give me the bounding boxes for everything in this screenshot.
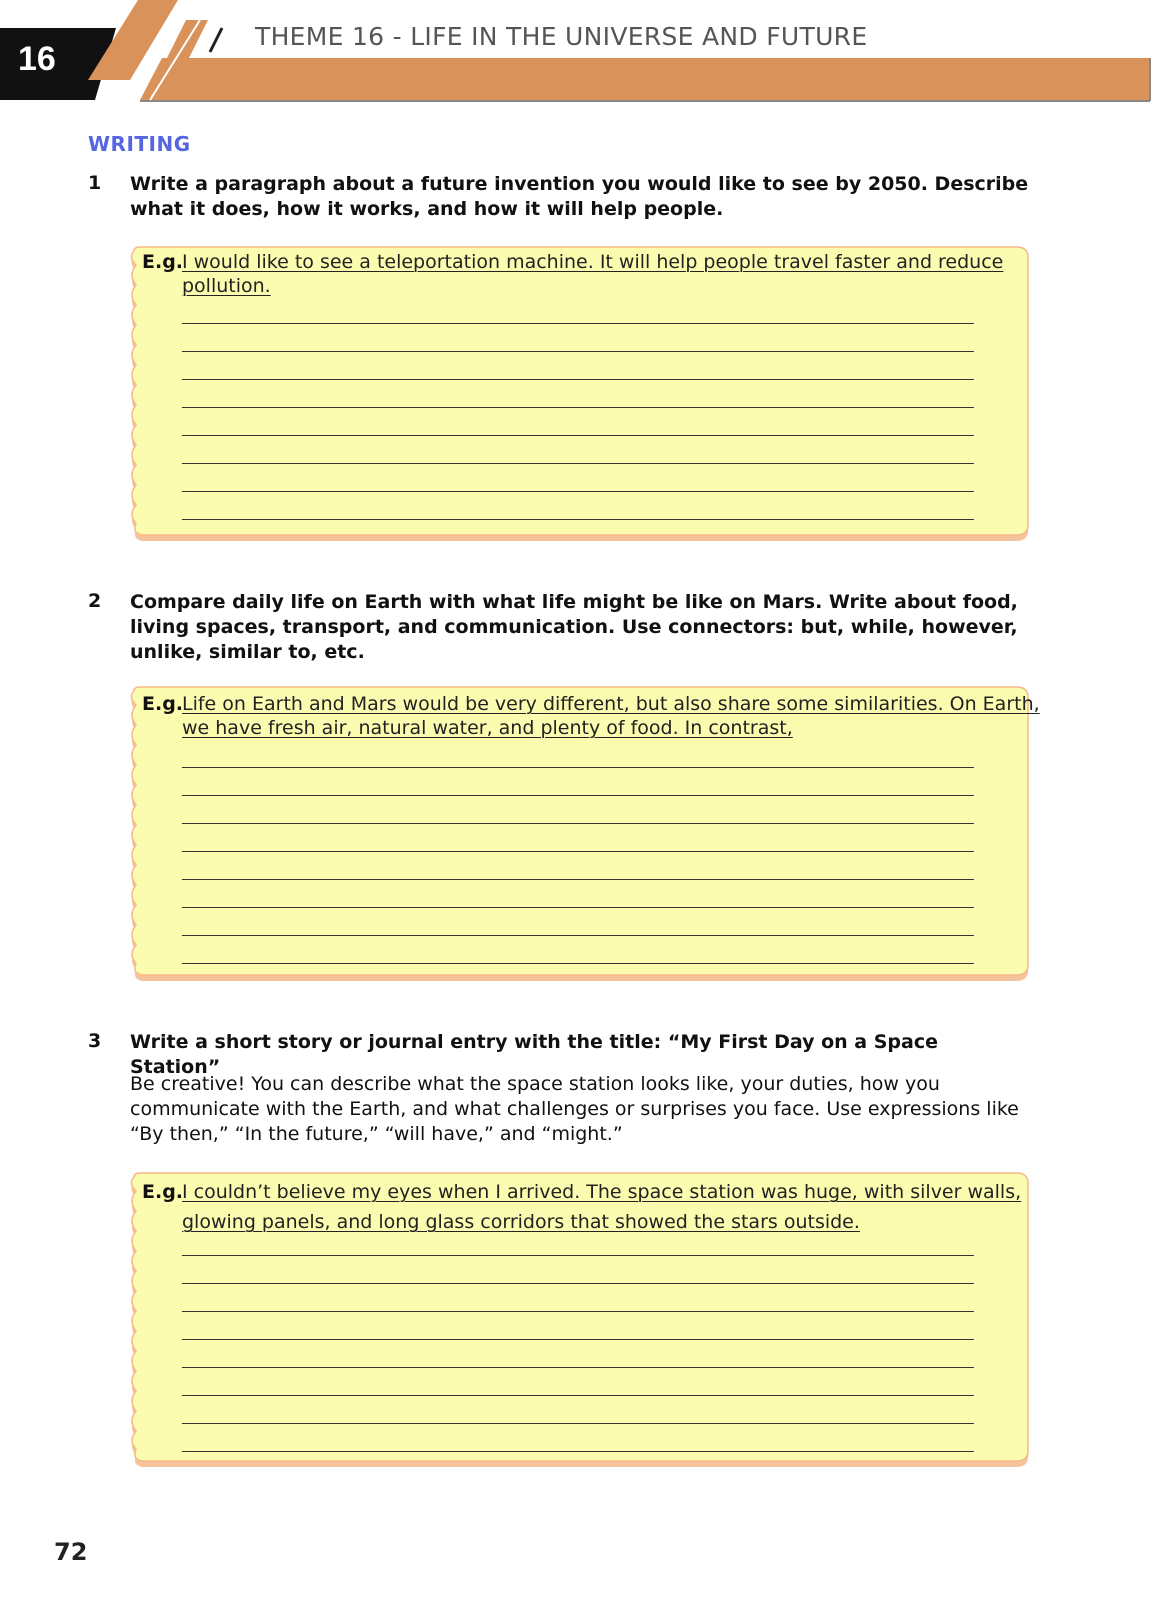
writing-line[interactable] (182, 795, 974, 796)
question-3-description: Be creative! You can describe what the space station looks like, your duties, how you communicate with the Earth, and what challenges or surprises you face. Use expressions like “By then,” “In the future,” “will have,” and “might.” (130, 1073, 1019, 1145)
writing-line[interactable] (182, 323, 974, 324)
page-number: 72 (54, 1538, 88, 1566)
writing-line[interactable] (182, 963, 974, 964)
question-3-prompt: Write a short story or journal entry with the title: “My First Day on a Space Station” (130, 1031, 938, 1078)
writing-line[interactable] (182, 491, 974, 492)
writing-line[interactable] (182, 1283, 974, 1284)
writing-line[interactable] (182, 823, 974, 824)
answer-box-3[interactable] (128, 1169, 1034, 1471)
theme-number-badge: 16 (18, 40, 56, 78)
writing-line[interactable] (182, 519, 974, 520)
writing-line[interactable] (182, 767, 974, 768)
answer-box-1[interactable] (128, 243, 1034, 545)
writing-line[interactable] (182, 1395, 974, 1396)
writing-line[interactable] (182, 1339, 974, 1340)
writing-line[interactable] (182, 351, 974, 352)
example-label-1: E.g. (142, 251, 184, 273)
writing-line[interactable] (182, 407, 974, 408)
question-2-prompt: Compare daily life on Earth with what life might be like on Mars. Write about food, living spaces, transport, and communication. Use connectors: but, while, however, unlike, similar to, etc. (130, 591, 1018, 663)
question-2-number: 2 (88, 590, 102, 612)
writing-line[interactable] (182, 1423, 974, 1424)
writing-line[interactable] (182, 1451, 974, 1452)
example-line-2b: we have fresh air, natural water, and plenty of food. In contrast, (182, 717, 793, 739)
writing-line[interactable] (182, 879, 974, 880)
writing-line[interactable] (182, 379, 974, 380)
writing-line[interactable] (182, 907, 974, 908)
section-title: WRITING (88, 132, 191, 156)
writing-line[interactable] (182, 935, 974, 936)
question-1-prompt: Write a paragraph about a future invention you would like to see by 2050. Describe what it does, how it works, and how it will help people. (130, 173, 1029, 220)
question-1-number: 1 (88, 172, 102, 194)
writing-line[interactable] (182, 463, 974, 464)
example-line-2a: Life on Earth and Mars would be very different, but also share some similarities. On Earth, (182, 693, 1040, 715)
example-line-1a: I would like to see a teleportation machine. It will help people travel faster and reduce (182, 251, 1004, 273)
example-line-3a: I couldn’t believe my eyes when I arrived. The space station was huge, with silver walls, (182, 1181, 1022, 1203)
answer-box-2[interactable] (128, 683, 1040, 985)
writing-line[interactable] (182, 1255, 974, 1256)
example-line-3b: glowing panels, and long glass corridors that showed the stars outside. (182, 1211, 860, 1233)
writing-line[interactable] (182, 1367, 974, 1368)
example-line-1b: pollution. (182, 275, 271, 297)
question-3-number: 3 (88, 1030, 102, 1052)
example-label-2: E.g. (142, 693, 184, 715)
writing-line[interactable] (182, 1311, 974, 1312)
example-label-3: E.g. (142, 1181, 184, 1203)
header-banner (0, 0, 1152, 105)
theme-title: THEME 16 - LIFE IN THE UNIVERSE AND FUTURE (255, 22, 868, 51)
writing-line[interactable] (182, 435, 974, 436)
writing-line[interactable] (182, 851, 974, 852)
